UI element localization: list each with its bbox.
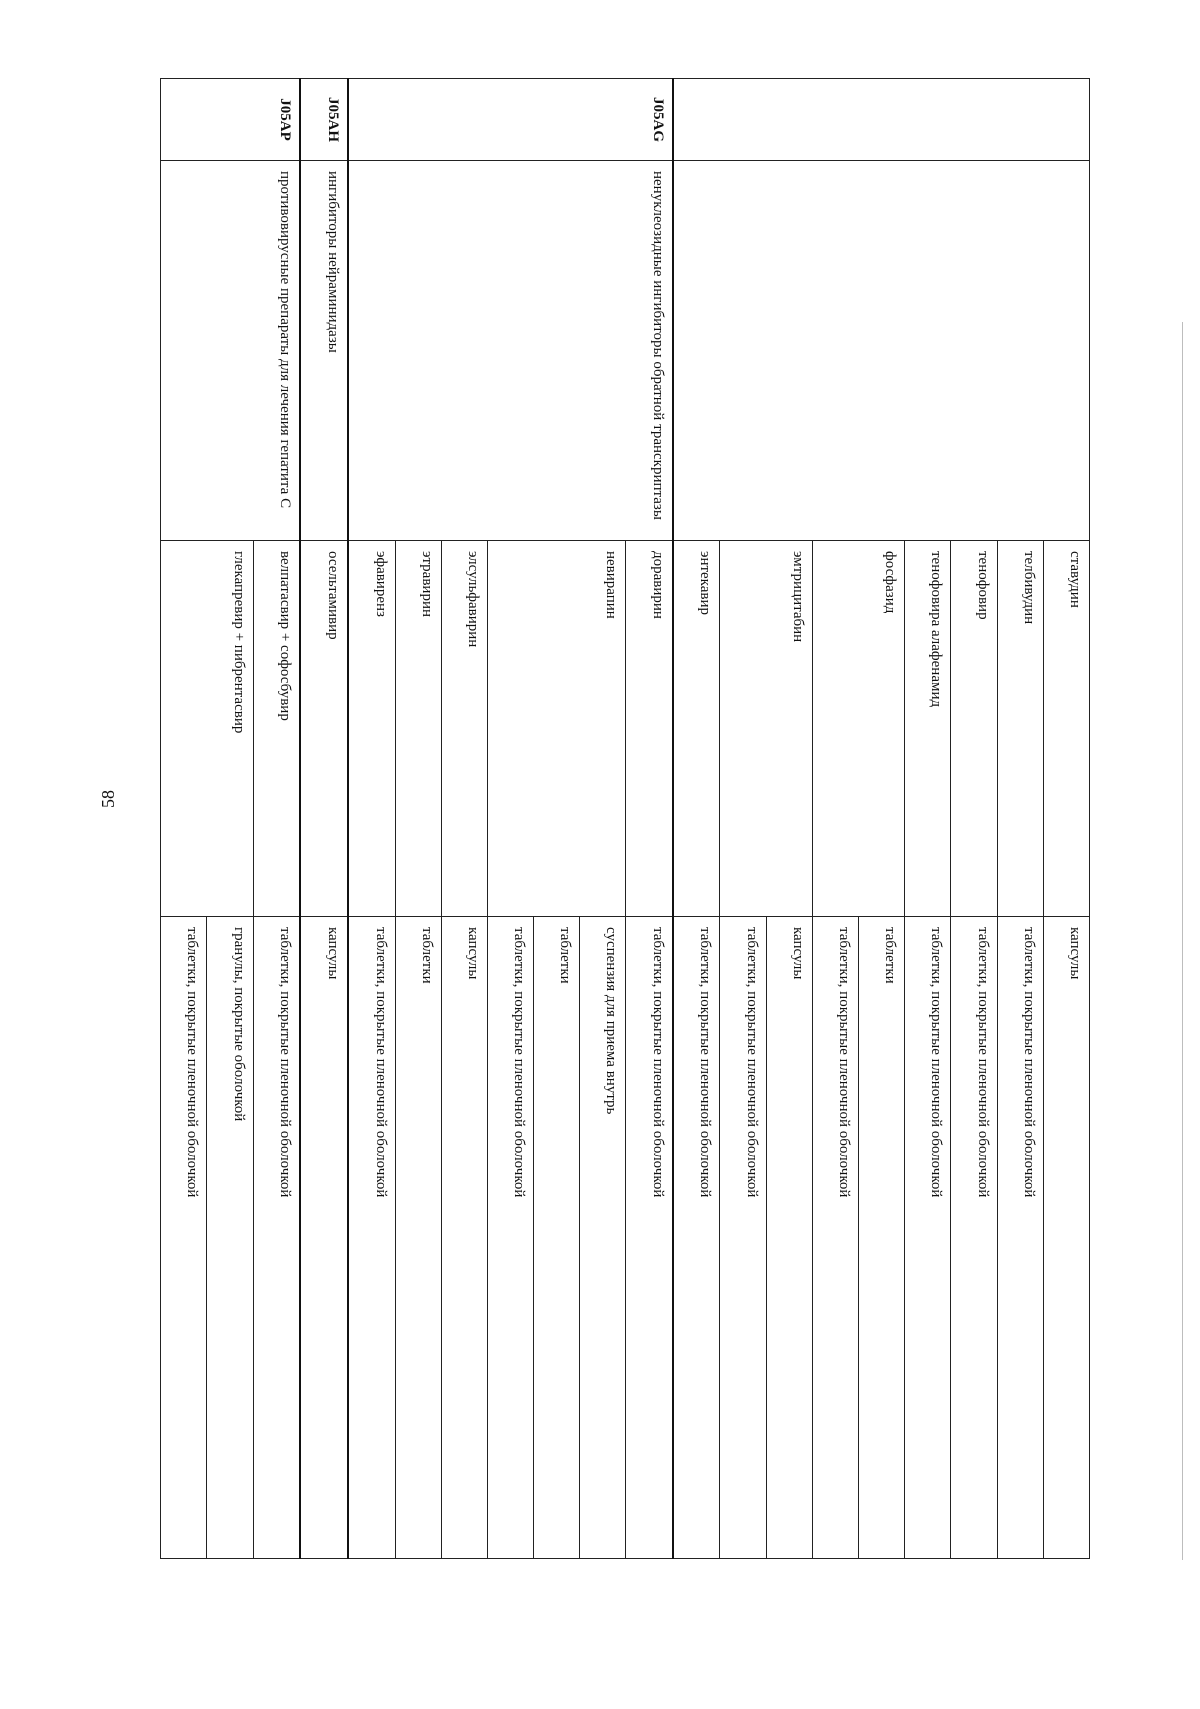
form-cell: капсулы bbox=[300, 917, 348, 1559]
group-cell bbox=[673, 161, 1090, 541]
form-cell: таблетки, покрытые пленочной оболочкой bbox=[253, 917, 300, 1559]
form-cell: таблетки, покрытые пленочной оболочкой bbox=[626, 917, 673, 1559]
form-cell: гранулы, покрытые оболочкой bbox=[207, 917, 253, 1559]
form-cell: таблетки, покрытые пленочной оболочкой bbox=[997, 917, 1043, 1559]
form-cell: суспензия для приема внутрь bbox=[580, 917, 626, 1559]
form-cell: капсулы bbox=[1043, 917, 1089, 1559]
table-row bbox=[300, 79, 348, 1559]
group-cell: противовирусные препараты для лечения гепатита С bbox=[161, 161, 301, 541]
form-cell: таблетки, покрытые пленочной оболочкой bbox=[905, 917, 951, 1559]
drug-cell: фосфазид bbox=[812, 541, 904, 917]
drug-cell: велпатасвир + софосбувир bbox=[253, 541, 300, 917]
form-cell: таблетки bbox=[859, 917, 905, 1559]
form-cell: таблетки, покрытые пленочной оболочкой bbox=[951, 917, 997, 1559]
form-cell: таблетки, покрытые пленочной оболочкой bbox=[812, 917, 858, 1559]
drug-table bbox=[160, 78, 1090, 1559]
form-cell: таблетки bbox=[534, 917, 580, 1559]
drug-cell: тенофовира алафенамид bbox=[905, 541, 951, 917]
group-cell: ненуклеозидные ингибиторы обратной транскриптазы bbox=[348, 161, 673, 541]
form-cell: таблетки, покрытые пленочной оболочкой bbox=[673, 917, 720, 1559]
form-cell: капсулы bbox=[441, 917, 487, 1559]
atc-code-cell bbox=[673, 79, 1090, 161]
drug-cell: энтекавир bbox=[673, 541, 720, 917]
atc-code-cell: J05AG bbox=[348, 79, 673, 161]
drug-cell: эмтрицитабин bbox=[720, 541, 812, 917]
form-cell: капсулы bbox=[766, 917, 812, 1559]
drug-cell: глекапревир + пибрентасвир bbox=[161, 541, 254, 917]
atc-code-cell: J05AP bbox=[161, 79, 301, 161]
table-row bbox=[253, 79, 300, 1559]
page-edge-line bbox=[1182, 322, 1183, 1560]
drug-cell: элсульфавирин bbox=[441, 541, 487, 917]
drug-cell: этравирин bbox=[395, 541, 441, 917]
form-cell: таблетки, покрытые пленочной оболочкой bbox=[720, 917, 766, 1559]
table-row bbox=[626, 79, 673, 1559]
table-row bbox=[1043, 79, 1089, 1559]
form-cell: таблетки, покрытые пленочной оболочкой bbox=[161, 917, 207, 1559]
drug-table-container bbox=[160, 78, 1090, 1558]
drug-cell: ставудин bbox=[1043, 541, 1089, 917]
atc-code-cell: J05AH bbox=[300, 79, 348, 161]
drug-cell: телбивудин bbox=[997, 541, 1043, 917]
form-cell: таблетки, покрытые пленочной оболочкой bbox=[348, 917, 395, 1559]
drug-cell: эфавиренз bbox=[348, 541, 395, 917]
group-cell: ингибиторы нейраминидазы bbox=[300, 161, 348, 541]
drug-cell: доравирин bbox=[626, 541, 673, 917]
drug-cell: невирапин bbox=[487, 541, 626, 917]
form-cell: таблетки, покрытые пленочной оболочкой bbox=[487, 917, 533, 1559]
drug-cell: тенофовир bbox=[951, 541, 997, 917]
page-number: 58 bbox=[98, 790, 118, 808]
drug-cell: осельтамивир bbox=[300, 541, 348, 917]
form-cell: таблетки bbox=[395, 917, 441, 1559]
